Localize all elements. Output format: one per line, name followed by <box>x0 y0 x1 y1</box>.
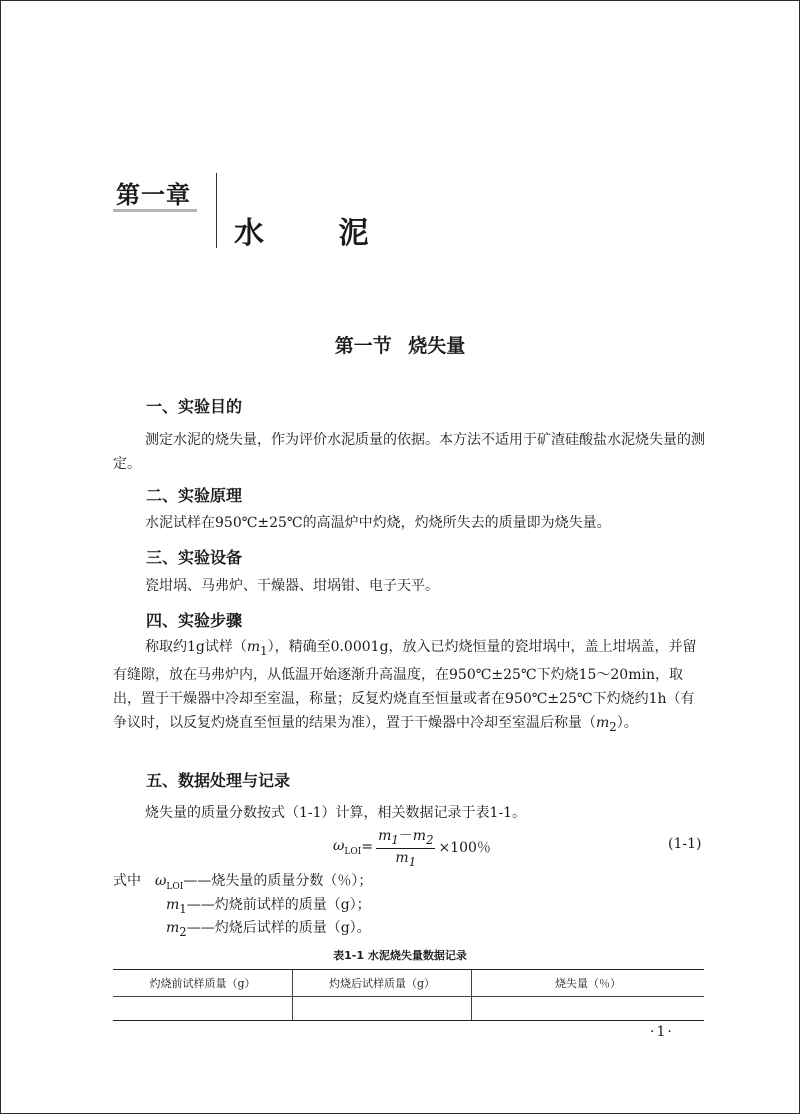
symbol-m: m <box>246 639 261 655</box>
table-row <box>113 997 704 1021</box>
table-cell <box>472 997 705 1021</box>
heading-data: 五、数据处理与记录 <box>146 771 291 790</box>
formula-lhs <box>333 838 361 857</box>
definition-omega <box>113 870 372 892</box>
subscript: 2 <box>609 719 617 734</box>
subscript-loi: LOI <box>344 846 362 857</box>
minus-sign: － <box>398 828 413 845</box>
symbol-m: m <box>166 920 180 936</box>
table-header-row <box>113 970 704 997</box>
steps-text-c: ）。 <box>616 714 638 731</box>
subscript: 1 <box>391 833 399 847</box>
heading-steps: 四、实验步骤 <box>146 611 243 630</box>
paragraph-data-intro: 烧失量的质量分数按式（1-1）计算，相关数据记录于表1-1。 <box>145 805 527 821</box>
table-cell <box>113 997 293 1021</box>
heading-equipment: 三、实验设备 <box>146 548 243 567</box>
formula-equals: = <box>361 839 374 855</box>
symbol-m: m <box>378 828 392 845</box>
table-header-after: 灼烧后试样质量（g） <box>293 970 472 997</box>
fraction-denominator <box>395 849 416 869</box>
fraction-numerator <box>376 825 435 849</box>
definition-m2-text: ——灼烧后试样的质量（g）。 <box>186 920 371 936</box>
symbol-omega: ω <box>155 873 167 889</box>
section-title: 第一节 烧失量 <box>334 335 466 357</box>
chapter-divider <box>216 173 217 248</box>
definition-omega-text: ——烧失量的质量分数（％）； <box>183 873 373 889</box>
definition-m1-text: ——灼烧前试样的质量（g）； <box>186 897 371 913</box>
chapter-title: 水 泥 <box>234 216 401 251</box>
chapter-label: 第一章 <box>116 181 191 209</box>
subscript: 1 <box>408 854 417 869</box>
paragraph-principle: 水泥试样在950℃±25℃的高温炉中灼烧，灼烧所失去的质量即为烧失量。 <box>145 515 611 531</box>
chapter-underline <box>113 209 197 212</box>
heading-purpose: 一、实验目的 <box>146 397 243 416</box>
symbol-m: m <box>395 850 409 866</box>
symbol-m: m <box>166 897 180 913</box>
table-cell <box>293 997 472 1021</box>
paragraph-equipment: 瓷坩埚、马弗炉、干燥器、坩埚钳、电子天平。 <box>145 578 439 594</box>
steps-text-b: ），精确至0.0001g，放入已灼烧恒量的瓷坩埚中，盖上坩埚盖，并留有缝隙，放在马弗炉内，从低温开始逐渐升高温度，在950℃±25℃下灼烧15～20min，取出，置于干燥器中冷却至室温，称量；反复灼烧直至恒量或者在950℃±25℃下灼烧约1h（有争议时，以反复灼烧直至恒量的结果为准），置于干燥器中冷却至室温后称量（ <box>113 639 697 731</box>
symbol-m: m <box>412 828 427 845</box>
definition-m2 <box>166 917 371 939</box>
table-caption: 表1-1 水泥烧失量数据记录 <box>333 949 467 962</box>
symbol-omega: ω <box>333 837 345 854</box>
subscript: 1 <box>179 901 187 916</box>
steps-text-a: 称取约1g试样（ <box>145 639 247 655</box>
formula-times-percent: ×100％ <box>438 840 491 856</box>
paragraph-purpose: 测定水泥的烧失量，作为评价水泥质量的依据。本方法不适用于矿渣硅酸盐水泥烧失量的测定。 <box>113 432 705 472</box>
subscript: 1 <box>260 643 268 658</box>
table-header-loss: 烧失量（％） <box>472 970 705 997</box>
table-header-before: 灼烧前试样质量（g） <box>113 970 293 997</box>
page-number: ·1· <box>650 1024 674 1040</box>
formula-1-1 <box>333 828 491 869</box>
definition-m1 <box>166 894 371 916</box>
subscript: 2 <box>179 924 187 939</box>
symbol-m: m <box>596 714 610 731</box>
heading-principle: 二、实验原理 <box>146 486 243 505</box>
subscript: 2 <box>426 833 434 847</box>
formula-fraction <box>376 825 435 869</box>
subscript-loi: LOI <box>166 881 184 892</box>
paragraph-steps <box>113 635 705 739</box>
definition-prefix: 式中 <box>113 873 141 889</box>
equation-number: (1-1) <box>668 836 702 852</box>
data-table <box>113 969 704 1021</box>
